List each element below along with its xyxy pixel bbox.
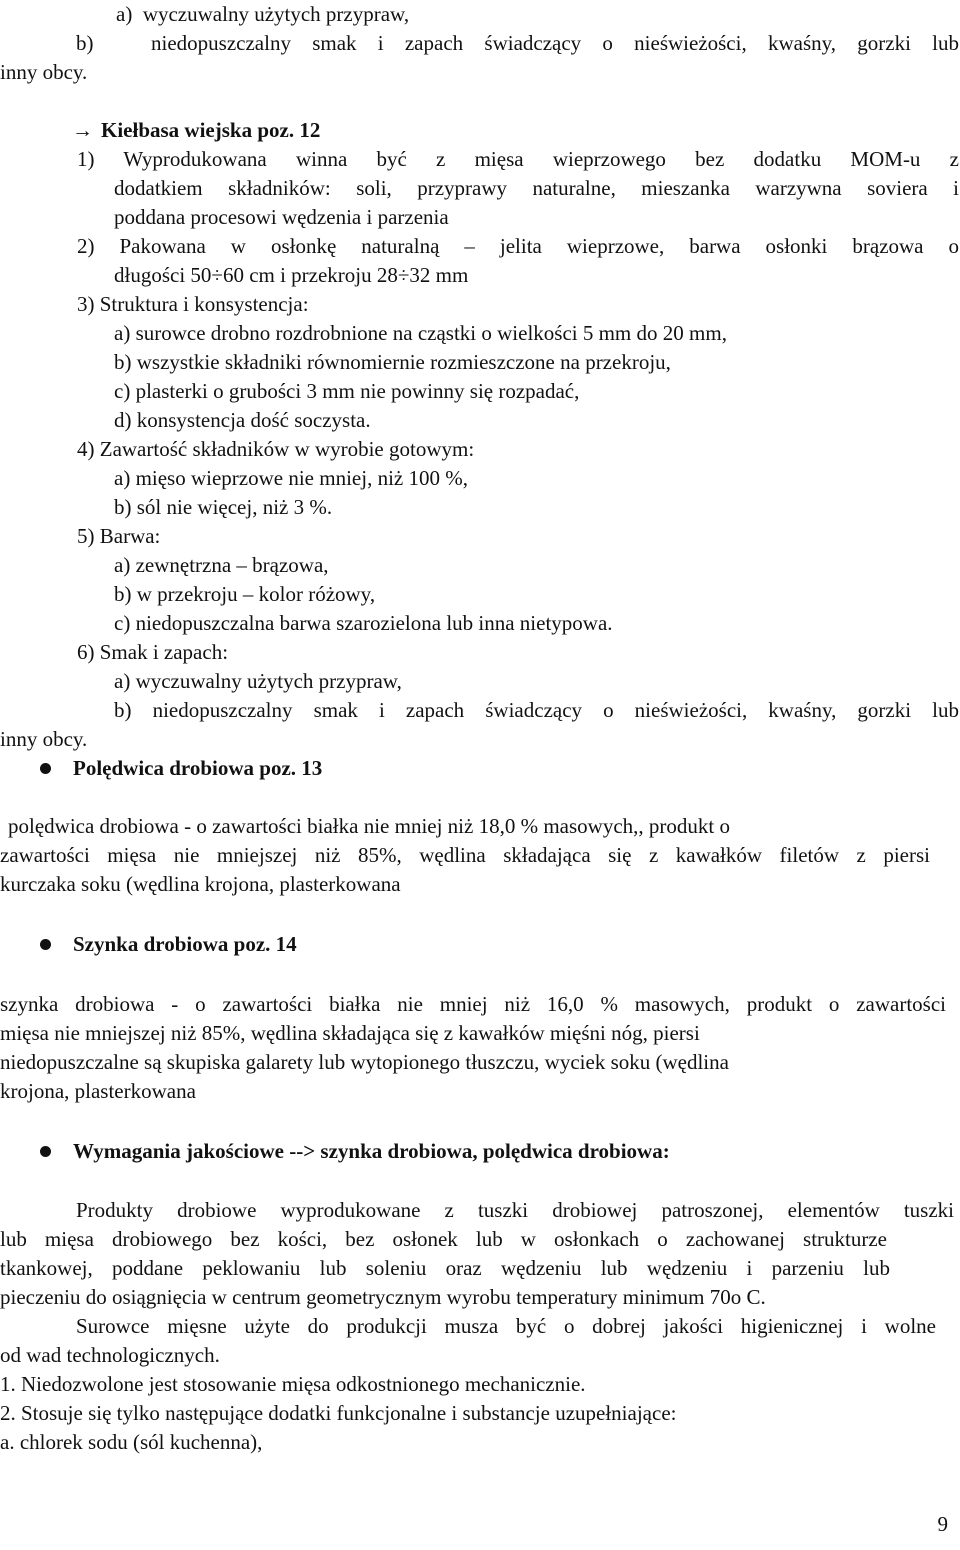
paragraph-line: polędwica drobiowa - o zawartości białka nie mniej niż 18,0 % masowych,, produkt o: [8, 814, 730, 838]
list-item: 5) Barwa:: [77, 524, 161, 548]
section-heading-kielbasa: [72, 116, 320, 145]
paragraph-line: Produkty drobiowe wyprodukowane z tuszki drobiowej patroszonej, elementów tuszki: [76, 1198, 954, 1222]
paragraph-line: tkankowej, poddane peklowaniu lub soleniu oraz wędzeniu lub wędzeniu i parzeniu lub: [0, 1256, 890, 1280]
paragraph-line: kurczaka soku (wędlina krojona, plasterkowana: [0, 872, 401, 896]
paragraph-line: od wad technologicznych.: [0, 1343, 220, 1367]
list-item: 2) Pakowana w osłonkę naturalną – jelita wieprzowe, barwa osłonki brązowa o: [77, 234, 959, 258]
paragraph-line: szynka drobiowa - o zawartości białka nie mniej niż 16,0 % masowych, produkt o zawartości: [0, 992, 946, 1016]
sub-list-item: a) mięso wieprzowe nie mniej, niż 100 %,: [114, 466, 468, 490]
sub-list-item: b) wszystkie składniki równomiernie rozmieszczone na przekroju,: [114, 350, 671, 374]
list-marker: b): [76, 31, 94, 55]
list-item-line: długości 50÷60 cm i przekroju 28÷32 mm: [114, 263, 469, 287]
sub-list-item: a) wyczuwalny użytych przypraw,: [114, 669, 402, 693]
numbered-item: 2. Stosuje się tylko następujące dodatki funkcjonalne i substancje uzupełniające:: [0, 1401, 677, 1425]
bullet-icon: [40, 763, 51, 774]
heading-text: Polędwica drobiowa poz. 13: [73, 756, 323, 780]
section-heading-szynka: [40, 930, 297, 959]
section-heading-wymagania: [40, 1137, 670, 1166]
list-item: 3) Struktura i konsystencja:: [77, 292, 309, 316]
list-item: 1) Wyprodukowana winna być z mięsa wieprzowego bez dodatku MOM-u z: [77, 147, 959, 171]
sub-list-item: b) w przekroju – kolor różowy,: [114, 582, 376, 606]
arrow-right-icon: →: [72, 118, 93, 142]
bullet-icon: [40, 1146, 51, 1157]
paragraph-line: pieczeniu do osiągnięcia w centrum geometrycznym wyrobu temperatury minimum 70o C.: [0, 1285, 766, 1309]
sub-list-item: a. chlorek sodu (sól kuchenna),: [0, 1430, 263, 1454]
sub-list-item: b) niedopuszczalny smak i zapach świadczący o nieświeżości, kwaśny, gorzki lub: [114, 698, 959, 722]
paragraph-line: lub mięsa drobiowego bez kości, bez osłonek lub w osłonkach o zachowanej strukturze: [0, 1227, 887, 1251]
heading-text: Wymagania jakościowe --> szynka drobiowa, polędwica drobiowa:: [73, 1139, 670, 1163]
paragraph-line: mięsa nie mniejszej niż 85%, wędlina składająca się z kawałków mięśni nóg, piersi: [0, 1021, 700, 1045]
page-number: 9: [937, 1512, 948, 1536]
sub-list-item: a) surowce drobno rozdrobnione na cząstki o wielkości 5 mm do 20 mm,: [114, 321, 727, 345]
heading-text: Kiełbasa wiejska poz. 12: [101, 118, 321, 142]
list-item-line: poddana procesowi wędzenia i parzenia: [114, 205, 449, 229]
sub-list-item: c) niedopuszczalna barwa szarozielona lub inna nietypowa.: [114, 611, 613, 635]
numbered-item: 1. Niedozwolone jest stosowanie mięsa odkostnionego mechanicznie.: [0, 1372, 586, 1396]
list-item-continuation: inny obcy.: [0, 60, 88, 84]
section-heading-poledwica: [40, 754, 322, 783]
paragraph-line: niedopuszczalne są skupiska galarety lub wytopionego tłuszczu, wyciek soku (wędlina: [0, 1050, 729, 1074]
sub-list-item: d) konsystencja dość soczysta.: [114, 408, 371, 432]
list-item-line: dodatkiem składników: soli, przyprawy naturalne, mieszanka warzywna soviera i: [114, 176, 959, 200]
sub-list-item: b) sól nie więcej, niż 3 %.: [114, 495, 333, 519]
paragraph-line: Surowce mięsne użyte do produkcji musza być o dobrej jakości higienicznej i wolne: [76, 1314, 936, 1338]
list-item: 6) Smak i zapach:: [77, 640, 229, 664]
list-item: a) wyczuwalny użytych przypraw,: [116, 2, 410, 26]
sub-list-item: c) plasterki o grubości 3 mm nie powinny się rozpadać,: [114, 379, 580, 403]
list-item-continuation: inny obcy.: [0, 727, 88, 751]
paragraph-line: zawartości mięsa nie mniejszej niż 85%, wędlina składająca się z kawałków filetów z piersi: [0, 843, 930, 867]
heading-text: Szynka drobiowa poz. 14: [73, 932, 297, 956]
list-item: 4) Zawartość składników w wyrobie gotowym:: [77, 437, 475, 461]
bullet-icon: [40, 939, 51, 950]
list-item: niedopuszczalny smak i zapach świadczący o nieświeżości, kwaśny, gorzki lub: [151, 31, 959, 55]
paragraph-line: krojona, plasterkowana: [0, 1079, 196, 1103]
sub-list-item: a) zewnętrzna – brązowa,: [114, 553, 329, 577]
